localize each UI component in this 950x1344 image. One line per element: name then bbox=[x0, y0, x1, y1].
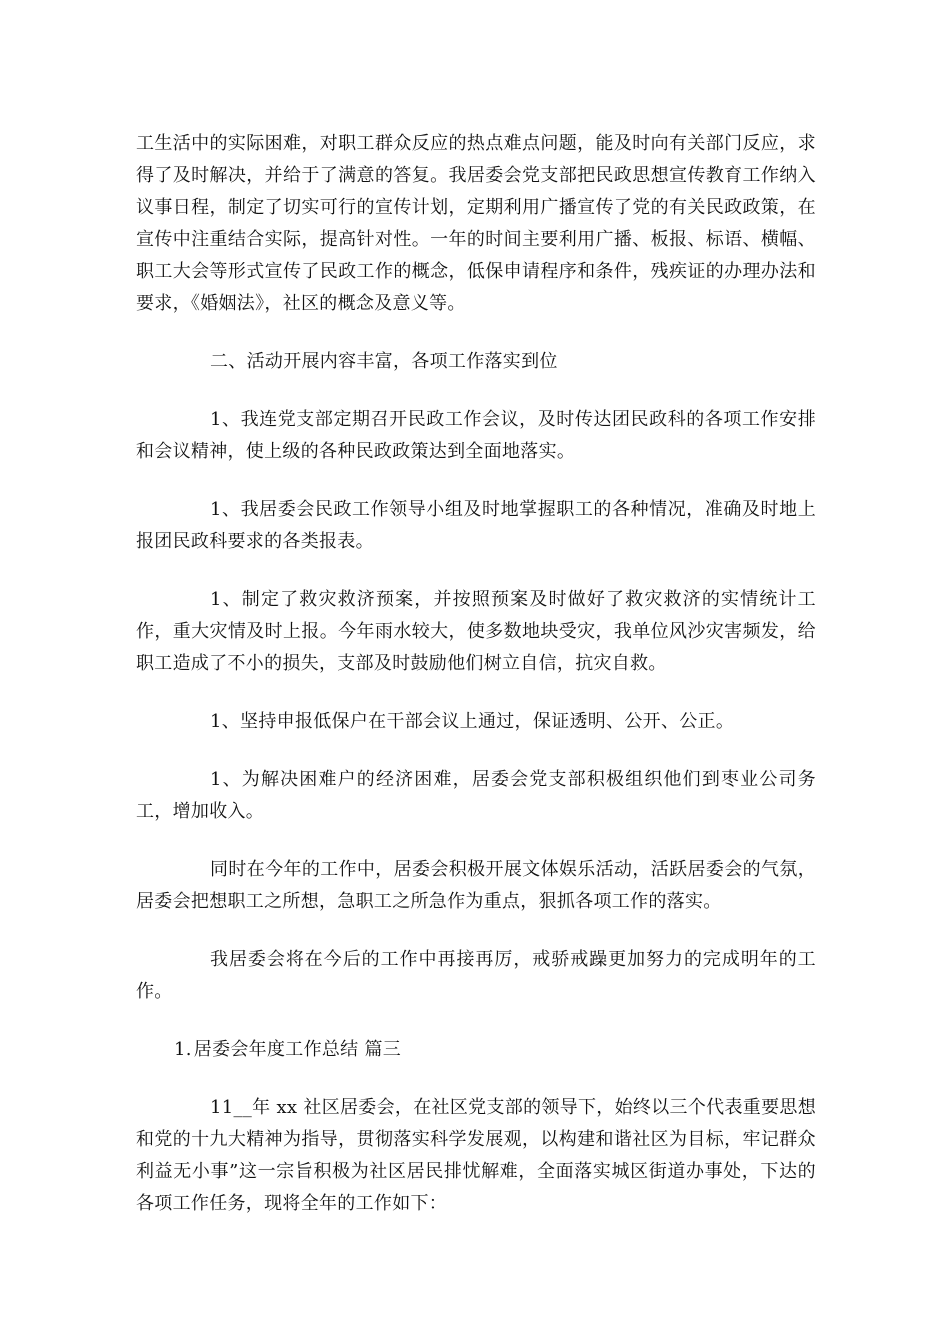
paragraph-item: 1、我居委会民政工作领导小组及时地掌握职工的各种情况，准确及时地上报团民政科要求的各类报表。 bbox=[136, 499, 816, 552]
document-body bbox=[136, 128, 816, 1246]
paragraph-item: 1、坚持申报低保户在干部会议上通过，保证透明、公开、公正。 bbox=[210, 711, 735, 732]
paragraph-body: 我居委会将在今后的工作中再接再厉，戒骄戒躁更加努力的完成明年的工作。 bbox=[136, 949, 816, 1002]
section-number: 1. bbox=[174, 1039, 192, 1060]
paragraph-item: 1、制定了救灾救济预案，并按照预案及时做好了救灾救济的实情统计工作，重大灾情及时上报。今年雨水较大，使多数地块受灾，我单位风沙灾害频发，给职工造成了不小的损失，支部及时鼓励他们树立自信，抗灾自救。 bbox=[136, 589, 816, 674]
paragraph-body: 同时在今年的工作中，居委会积极开展文体娱乐活动，活跃居委会的气氛，居委会把想职工之所想，急职工之所急作为重点，狠抓各项工作的落实。 bbox=[136, 859, 816, 912]
section-title: 居委会年度工作总结 篇三 bbox=[193, 1039, 402, 1060]
paragraph-continuation: 工生活中的实际困难，对职工群众反应的热点难点问题，能及时向有关部门反应，求得了及时解决，并给于了满意的答复。我居委会党支部把民政思想宣传教育工作纳入议事日程，制定了切实可行的宣传计划，定期利用广播宣传了党的有关民政政策，在宣传中注重结合实际，提高针对性。一年的时间主要利用广播、板报、标语、横幅、职工大会等形式宣传了民政工作的概念，低保申请程序和条件，残疾证的办理办法和要求，《婚姻法》，社区的概念及意义等。 bbox=[136, 133, 816, 314]
section-subheading: 二、活动开展内容丰富，各项工作落实到位 bbox=[210, 351, 558, 372]
paragraph-item: 1、我连党支部定期召开民政工作会议，及时传达团民政科的各项工作安排和会议精神，使上级的各种民政政策达到全面地落实。 bbox=[136, 409, 816, 462]
paragraph-item: 1、为解决困难户的经济困难，居委会党支部积极组织他们到枣业公司务工，增加收入。 bbox=[136, 769, 816, 822]
section-heading bbox=[136, 1034, 816, 1066]
paragraph-intro: 11__年 xx 社区居委会，在社区党支部的领导下，始终以三个代表重要思想和党的十九大精神为指导，贯彻落实科学发展观，以构建和谐社区为目标，牢记群众利益无小事”这一宗旨积极为社区居民排忧解难，全面落实城区街道办事处，下达的各项工作任务，现将全年的工作如下： bbox=[136, 1097, 816, 1214]
